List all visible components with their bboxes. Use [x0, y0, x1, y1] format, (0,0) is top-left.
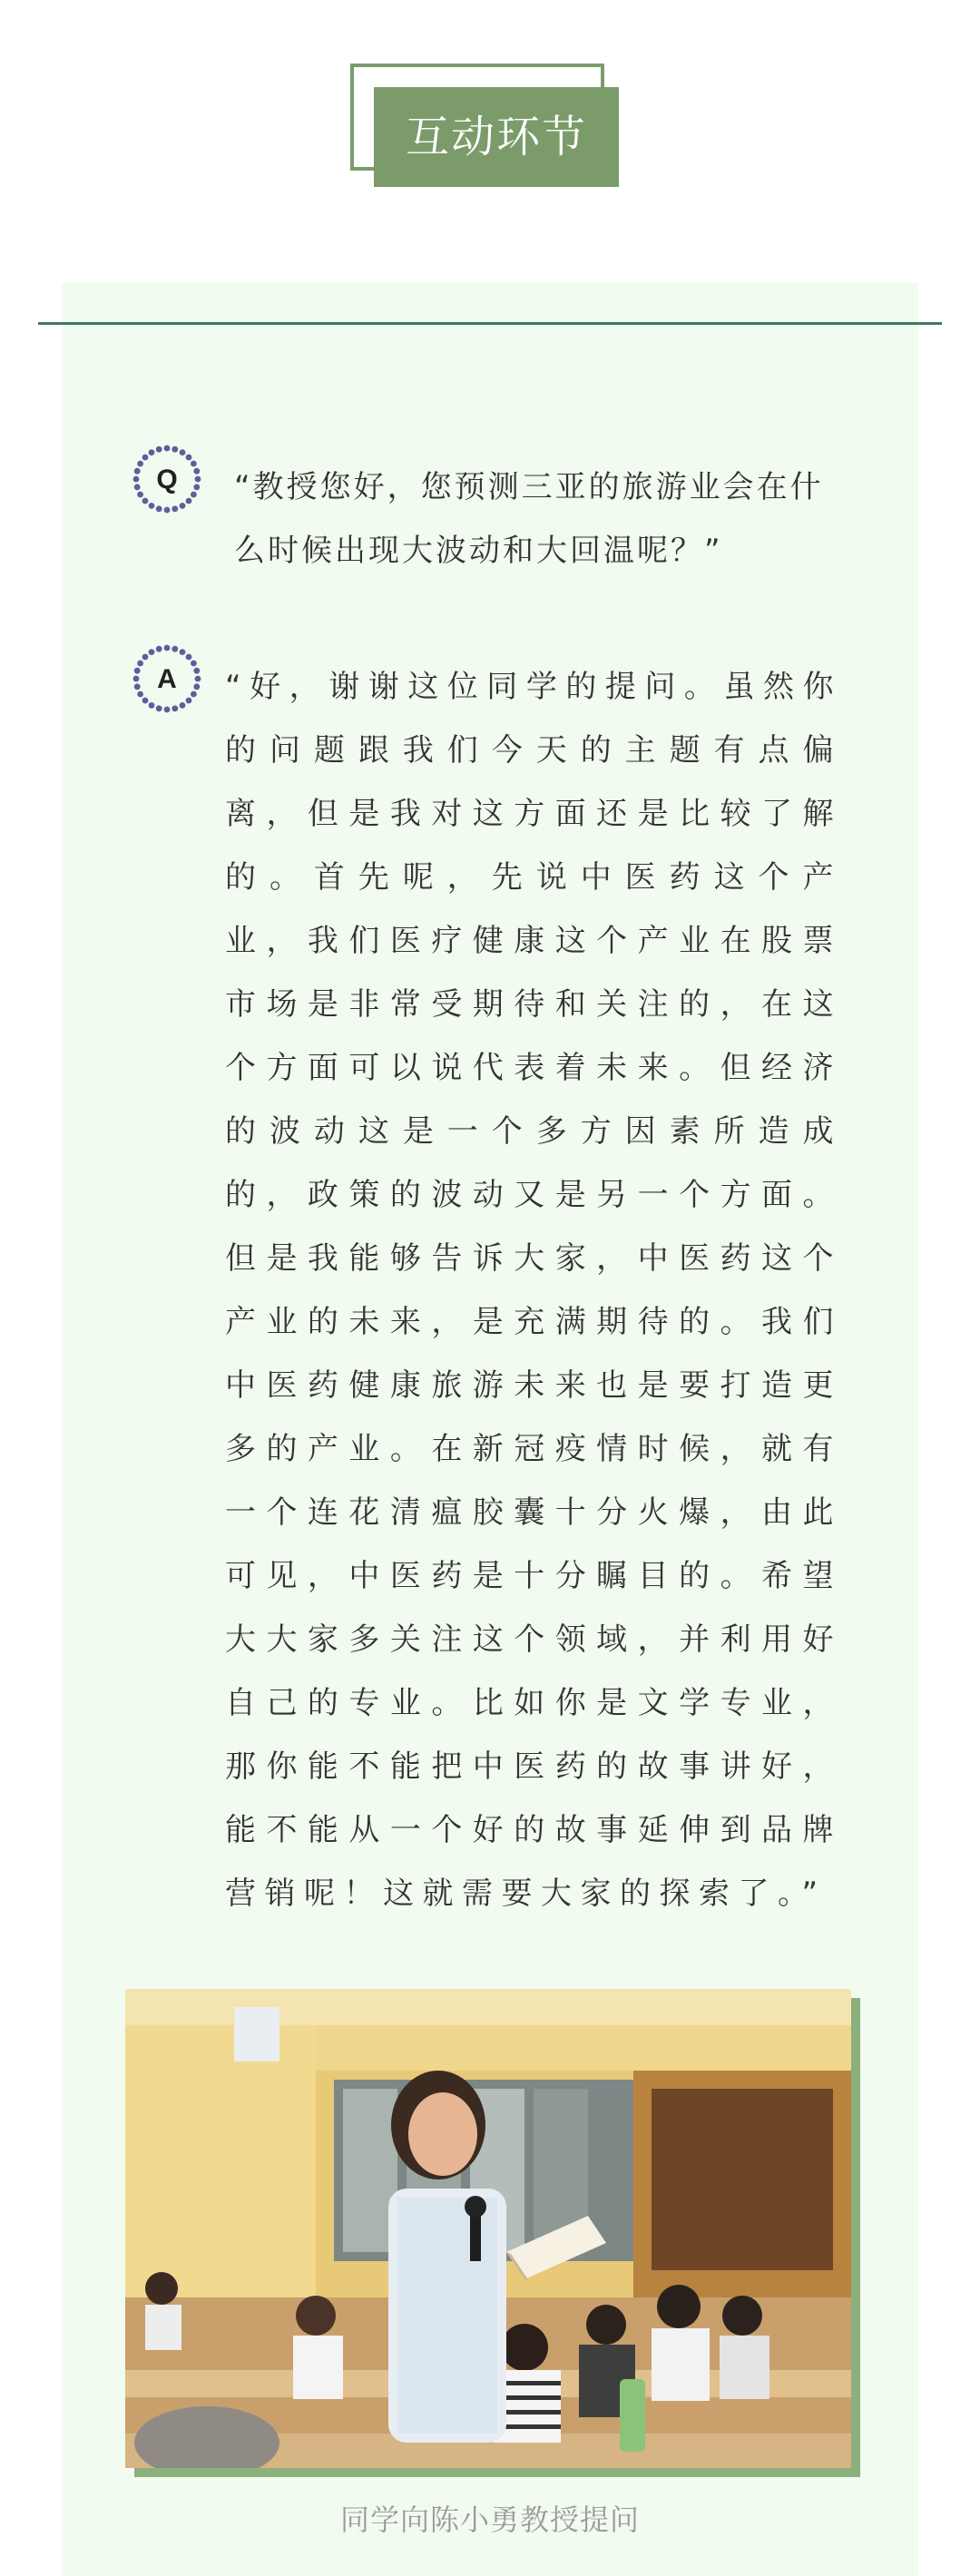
section-title: 互动环节 [374, 87, 619, 187]
answer-icon [132, 644, 201, 713]
classroom-photo [125, 1989, 851, 2468]
question-label: Q [156, 465, 178, 495]
question-icon [132, 445, 201, 514]
answer-text: “好，谢谢这位同学的提问。虽然你的问题跟我们今天的主题有点偏离，但是我对这方面还是比较了解的。首先呢，先说中医药这个产业，我们医疗健康这个产业在股票市场是非常受期待和关注的，在这个方面可以说代表着未来。但经济的波动这是一个多方因素所造成的，政策的波动又是另一个方面。但是我能够告诉大家，中医药这个产业的未来，是充满期待的。我们中医药健康旅游未来也是要打造更多的产业。在新冠疫情时候，就有一个连花清瘟胶囊十分火爆，由此可见，中医药是十分瞩目的。希望大大家多关注这个领域，并利用好自己的专业。比如你是文学专业，那你能不能把中医药的故事讲好，能不能从一个好的故事延伸到品牌营销呢！这就需要大家的探索了。” [225, 669, 842, 1912]
photo-caption: 同学向陈小勇教授提问 [339, 2503, 640, 2537]
divider-line [38, 322, 942, 325]
answer-label: A [157, 664, 177, 694]
question-text: “教授您好，您预测三亚的旅游业会在什么时候出现大波动和大回温呢？” [234, 469, 824, 569]
